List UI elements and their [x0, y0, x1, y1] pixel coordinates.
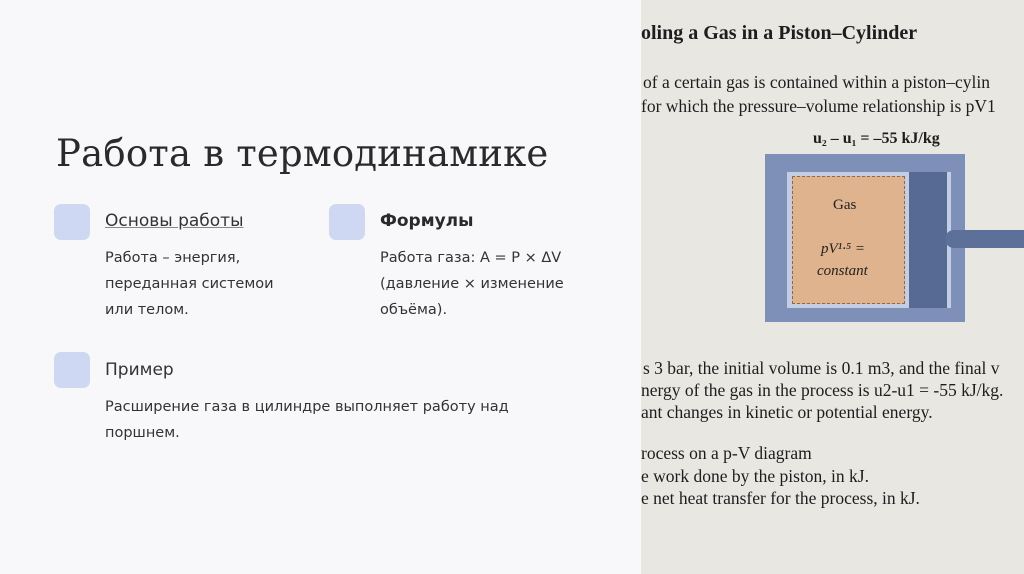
energy-label: u₂ – u₁ = –55 kJ/kg	[813, 130, 940, 147]
photo-line: of a certain gas is contained within a piston–cylin	[643, 72, 990, 92]
photo-line: nergy of the gas in the process is u2-u1 = -55 kJ/kg.	[641, 380, 1004, 400]
card-marker-basics	[54, 204, 90, 240]
card-body-basics: Работа – энергия, переданная системои или телом.	[105, 250, 274, 318]
piston	[909, 172, 947, 308]
photo-line: e net heat transfer for the process, in kJ.	[641, 488, 920, 508]
card-marker-formulas	[329, 204, 365, 240]
photo-line: e work done by the piston, in kJ.	[641, 466, 869, 486]
gas-label: Gas	[833, 197, 857, 213]
card-heading-basics: Основы работы	[105, 211, 244, 231]
photo-heading: oling a Gas in a Piston–Cylinder	[641, 22, 918, 44]
photo-line: rocess on a p-V diagram	[641, 443, 812, 463]
card-heading-example: Пример	[105, 360, 174, 380]
card-body-formulas: Работа газа: A = P × ΔV (давление × изменение объёма).	[380, 250, 564, 318]
textbook-photo	[641, 0, 1024, 574]
slide-title: Работа в термодинамике	[56, 132, 549, 175]
card-body-example: Расширение газа в цилиндре выполняет работу над поршнем.	[105, 399, 509, 441]
photo-line: s 3 bar, the initial volume is 0.1 m3, and the final v	[643, 358, 1000, 378]
photo-line: for which the pressure–volume relationship is pV1	[641, 96, 996, 116]
gas-region	[792, 176, 905, 304]
card-heading-formulas: Формулы	[380, 211, 474, 231]
piston-rod	[945, 230, 1024, 248]
constant-label: constant	[817, 263, 868, 279]
relation-label: pV¹·⁵ =	[821, 241, 865, 257]
card-marker-example	[54, 352, 90, 388]
photo-line: ant changes in kinetic or potential energy.	[641, 402, 933, 422]
